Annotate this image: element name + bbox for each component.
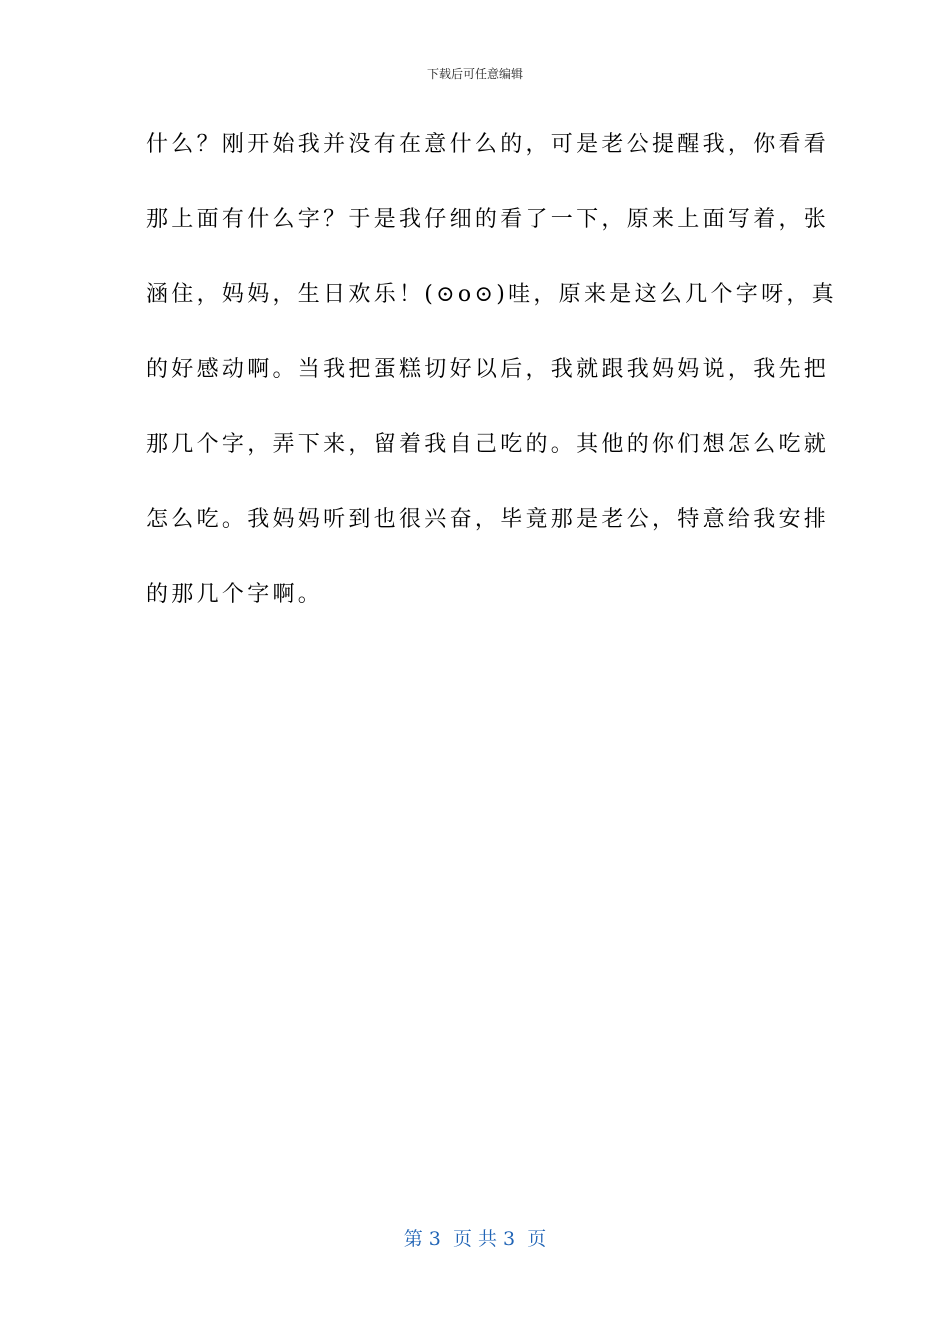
page-header-note: 下载后可任意编辑: [426, 67, 523, 81]
document-body: [146, 126, 837, 651]
page-number-footer: 第 3 页 共 3 页: [403, 1228, 547, 1250]
body-line: 怎么吃。我妈妈听到也很兴奋，毕竟那是老公，特意给我安排: [146, 507, 830, 532]
body-line: 那几个字，弄下来，留着我自己吃的。其他的你们想怎么吃就: [146, 432, 830, 457]
body-line: 那上面有什么字？于是我仔细的看了一下，原来上面写着，张: [146, 207, 830, 232]
body-line: 的好感动啊。当我把蛋糕切好以后，我就跟我妈妈说，我先把: [146, 357, 830, 382]
body-line: 什么？刚开始我并没有在意什么的，可是老公提醒我，你看看: [146, 132, 830, 157]
body-line: 涵住，妈妈，生日欢乐！(⊙o⊙)哇，原来是这么几个字呀，真: [146, 282, 837, 307]
body-line: 的那几个字啊。: [146, 582, 324, 607]
